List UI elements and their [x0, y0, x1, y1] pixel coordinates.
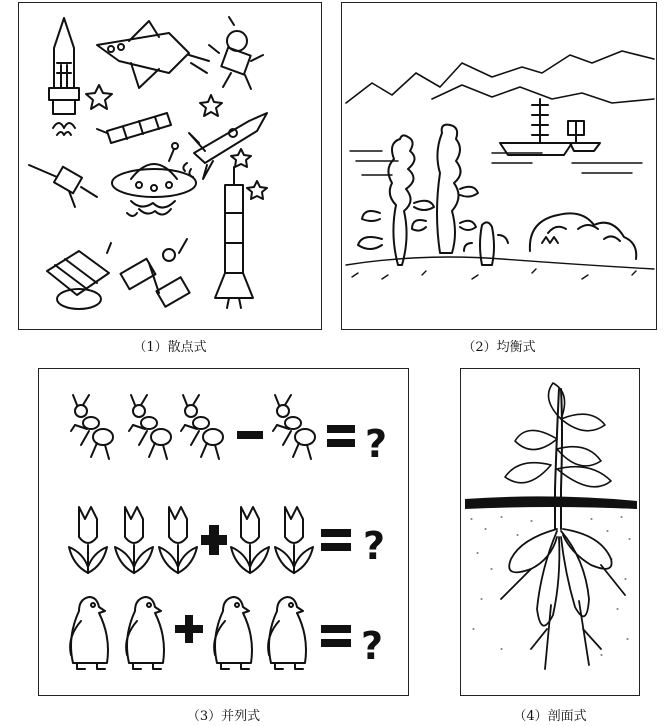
tulip-icon	[69, 507, 107, 573]
landscape-drawing	[342, 3, 657, 330]
tulip-icon	[115, 507, 153, 573]
penguin-icon	[214, 597, 252, 669]
satellite-icon	[97, 113, 171, 143]
equation-row-tulips	[69, 507, 385, 573]
penguin-icon	[70, 597, 108, 669]
scatter-composition-panel	[18, 2, 322, 330]
cross-section-composition-panel	[460, 368, 640, 696]
tulip-icon	[231, 507, 269, 573]
coral-plant-center	[412, 125, 478, 253]
plus-icon	[201, 525, 227, 555]
caption-balanced: （2）均衡式	[462, 340, 536, 355]
parallel-composition-panel	[38, 368, 409, 696]
space-station-icon	[47, 243, 111, 309]
ant-icon	[129, 395, 171, 459]
water-lines	[350, 151, 642, 175]
equals-icon	[327, 425, 355, 433]
rocket-icon	[49, 18, 79, 135]
space-drawing	[19, 3, 322, 330]
plant-drawing	[461, 369, 640, 696]
equals-icon	[321, 625, 351, 633]
bushes	[530, 213, 636, 259]
ufo-icon	[112, 143, 196, 216]
astronaut-icon	[209, 17, 263, 89]
solar-satellite-icon	[121, 239, 190, 307]
penguin-icon	[268, 597, 306, 669]
equation-row-ants	[71, 395, 387, 466]
coral-plant-left	[358, 135, 434, 265]
ant-icon	[181, 395, 223, 459]
plus-icon	[175, 615, 203, 643]
mountains	[346, 51, 654, 103]
space-shuttle-icon	[97, 21, 209, 88]
equals-icon	[321, 529, 351, 537]
tuber-roots	[501, 529, 625, 669]
stem	[555, 389, 562, 529]
question-mark-icon: ?	[363, 524, 386, 568]
tulip-icon	[275, 507, 313, 573]
ant-icon	[71, 395, 113, 459]
penguin-icon	[126, 597, 164, 669]
caption-parallel: （3）并列式	[186, 709, 261, 724]
tulip-icon	[159, 507, 197, 573]
caption-scatter: （1）散点式	[133, 340, 207, 355]
ground	[346, 257, 654, 279]
equation-row-penguins	[70, 597, 383, 669]
caption-cross-section: （4）剖面式	[513, 709, 587, 724]
question-mark-icon: ?	[365, 422, 388, 466]
soil-dots	[471, 517, 630, 655]
minus-icon	[237, 431, 263, 439]
small-satellite-icon	[29, 165, 97, 207]
diagonal-rocket-icon	[183, 113, 267, 179]
ant-icon	[273, 395, 315, 459]
soil	[465, 496, 637, 509]
question-mark-icon: ?	[361, 624, 384, 668]
balanced-composition-panel	[341, 2, 657, 330]
sailboat-icon	[500, 99, 600, 155]
equation-drawing	[39, 369, 409, 696]
